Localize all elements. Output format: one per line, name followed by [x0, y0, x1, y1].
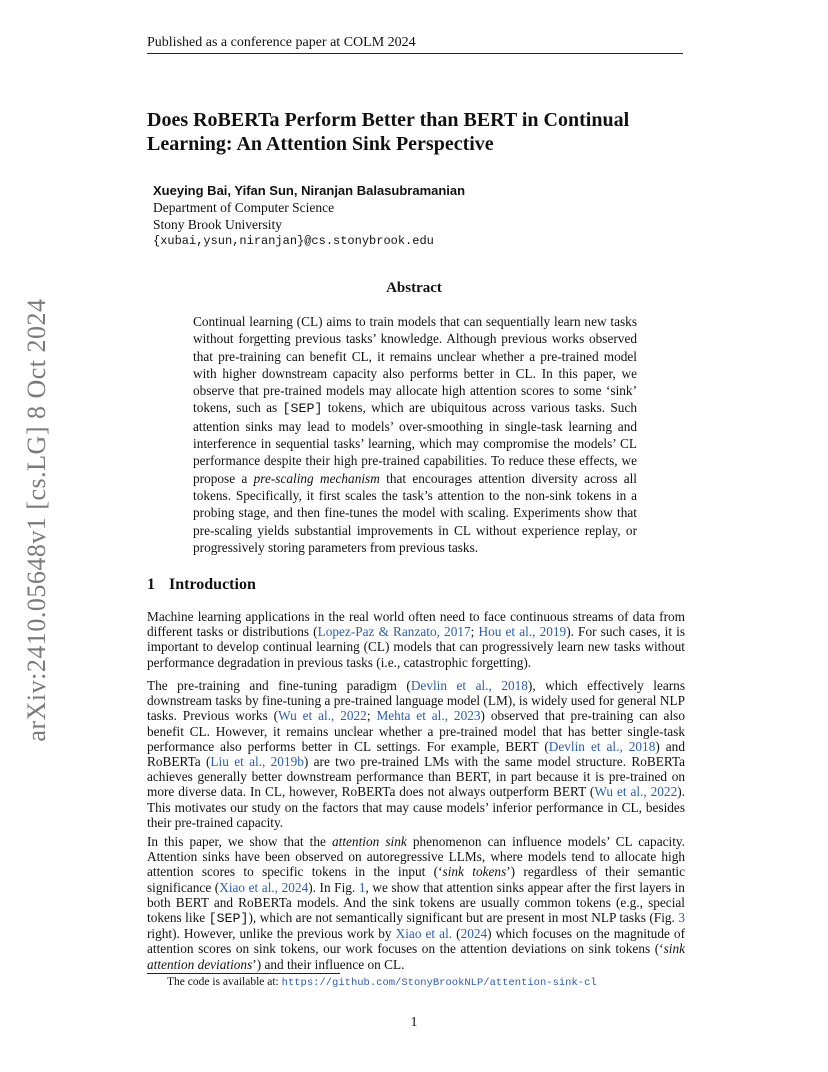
section-heading	[147, 576, 256, 594]
paragraph: The pre-training and fine-tuning paradigm (Devlin et al., 2018), which effectively learns downstream tasks by fine-tuning a pre-trained language model (LM), is widely used for general NLP tasks. Previous works (Wu et al., 2022; Mehta et al., 2023) observed that pre-training can also benefit CL. However, it remains unclear whether a pre-trained model that has better single-task performance also performs better in CL settings. For example, BERT (Devlin et al., 2018) and RoBERTa (Liu et al., 2019b) are two pre-trained LMs with the same model structure. RoBERTa achieves generally better downstream performance than BERT, in part because it is pre-trained on more diverse data. In CL, however, RoBERTa does not always outperform BERT (Wu et al., 2022). This motivates our study on the factors that may cause models’ inferior performance in CL, besides their pre-trained capacity.	[147, 678, 685, 830]
author-block	[153, 182, 465, 250]
citation-link[interactable]: Mehta et al., 2023	[376, 708, 481, 724]
sep-token: [SEP]	[208, 911, 249, 927]
page-number: 1	[410, 1015, 418, 1030]
author-email: {xubai,ysun,niranjan}@cs.stonybrook.edu	[153, 234, 434, 248]
paper-title: Does RoBERTa Perform Better than BERT in Continual Learning: An Attention Sink Perspective	[147, 109, 630, 155]
paragraph: In this paper, we show that the attention sink phenomenon can influence models’ CL capacity. Attention sinks have been observed on autoregressive LLMs, where models tend to allocate high attention scores to specific tokens in the input (‘sink tokens’) regardless of their semantic significance (Xiao et al., 2024). In Fig. 1, we show that attention sinks appear after the first layers in both BERT and RoBERTa models. And the sink tokens are usually common tokens (e.g., special tokens like [SEP]), which are not semantically significant but are present in most NLP tasks (Fig. 3 right). However, unlike the previous work by Xiao et al. (2024) which focuses on the magnitude of attention scores on sink tokens, our work focuses on the attention deviations on sink tokens (‘sink attention deviations’) and their influence on CL.	[147, 834, 686, 972]
citation-link[interactable]: Hou et al., 2019	[478, 624, 567, 640]
citation-link[interactable]: Lopez-Paz & Ranzato, 2017	[317, 624, 471, 640]
citation-link[interactable]: Liu et al., 2019b	[210, 754, 304, 770]
university: Stony Brook University	[153, 217, 283, 232]
running-header: Published as a conference paper at COLM 2024	[147, 35, 416, 50]
footnote-rule	[147, 973, 340, 974]
section-number: 1	[147, 576, 155, 593]
citation-link[interactable]: Devlin et al., 2018	[548, 738, 656, 754]
code-url-link[interactable]: https://github.com/StonyBrookNLP/attention-sink-cl	[281, 977, 597, 989]
section-title: Introduction	[169, 576, 256, 593]
department: Department of Computer Science	[153, 200, 335, 215]
citation-link[interactable]: Xiao et al., 2024	[219, 879, 309, 895]
author-names: Xueying Bai, Yifan Sun, Niranjan Balasubramanian	[153, 183, 466, 198]
abstract-heading: Abstract	[386, 280, 442, 296]
citation-link[interactable]: Xiao et al.	[395, 926, 453, 942]
figure-ref-link[interactable]: 1	[358, 879, 366, 895]
paragraph: Machine learning applications in the real world often need to face continuous streams of data from different tasks or distributions (Lopez-Paz & Ranzato, 2017; Hou et al., 2019). For such cases, it is important to develop continual learning (CL) models that can progressively learn new tasks without performance degradation in previous tasks (i.e., catastrophic forgetting).	[147, 609, 686, 670]
footnote: The code is available at: https://github.com/StonyBrookNLP/attention-sink-cl	[167, 976, 597, 989]
citation-link[interactable]: Devlin et al., 2018	[410, 678, 528, 693]
citation-link[interactable]: Wu et al., 2022	[594, 784, 678, 800]
figure-ref-link[interactable]: 3	[678, 910, 685, 926]
sep-token: [SEP]	[282, 401, 323, 417]
arxiv-stamp: arXiv:2410.05648v1 [cs.LG] 8 Oct 2024	[22, 298, 51, 742]
citation-link[interactable]: Wu et al., 2022	[278, 708, 367, 724]
citation-link[interactable]: 2024	[460, 926, 488, 942]
header-rule	[147, 53, 683, 54]
abstract-text: Continual learning (CL) aims to train models that can sequentially learn new tasks without forgetting previous tasks’ knowledge. Although previous works observed that pre-training can benefit CL, it remains unclear whether a pre-trained model with higher downstream capacity also performs better in CL. In this paper, we observe that pre-trained models may allocate high attention scores to some ‘sink’ tokens, such as [SEP] tokens, which are ubiquitous across various tasks. Such attention sinks may lead to models’ over-smoothing in single-task learning and interference in sequential tasks’ learning, which may compromise the models’ CL performance despite their high pre-trained capabilities. To reduce these effects, we propose a pre-scaling mechanism that encourages attention diversity across all tokens. Specifically, it first scales the task’s attention to the non-sink tokens in a probing stage, and then fine-tunes the model with scaling. Experiments show that pre-scaling yields substantial improvements in CL without experience replay, or progressively storing parameters from previous tasks.	[193, 314, 637, 555]
